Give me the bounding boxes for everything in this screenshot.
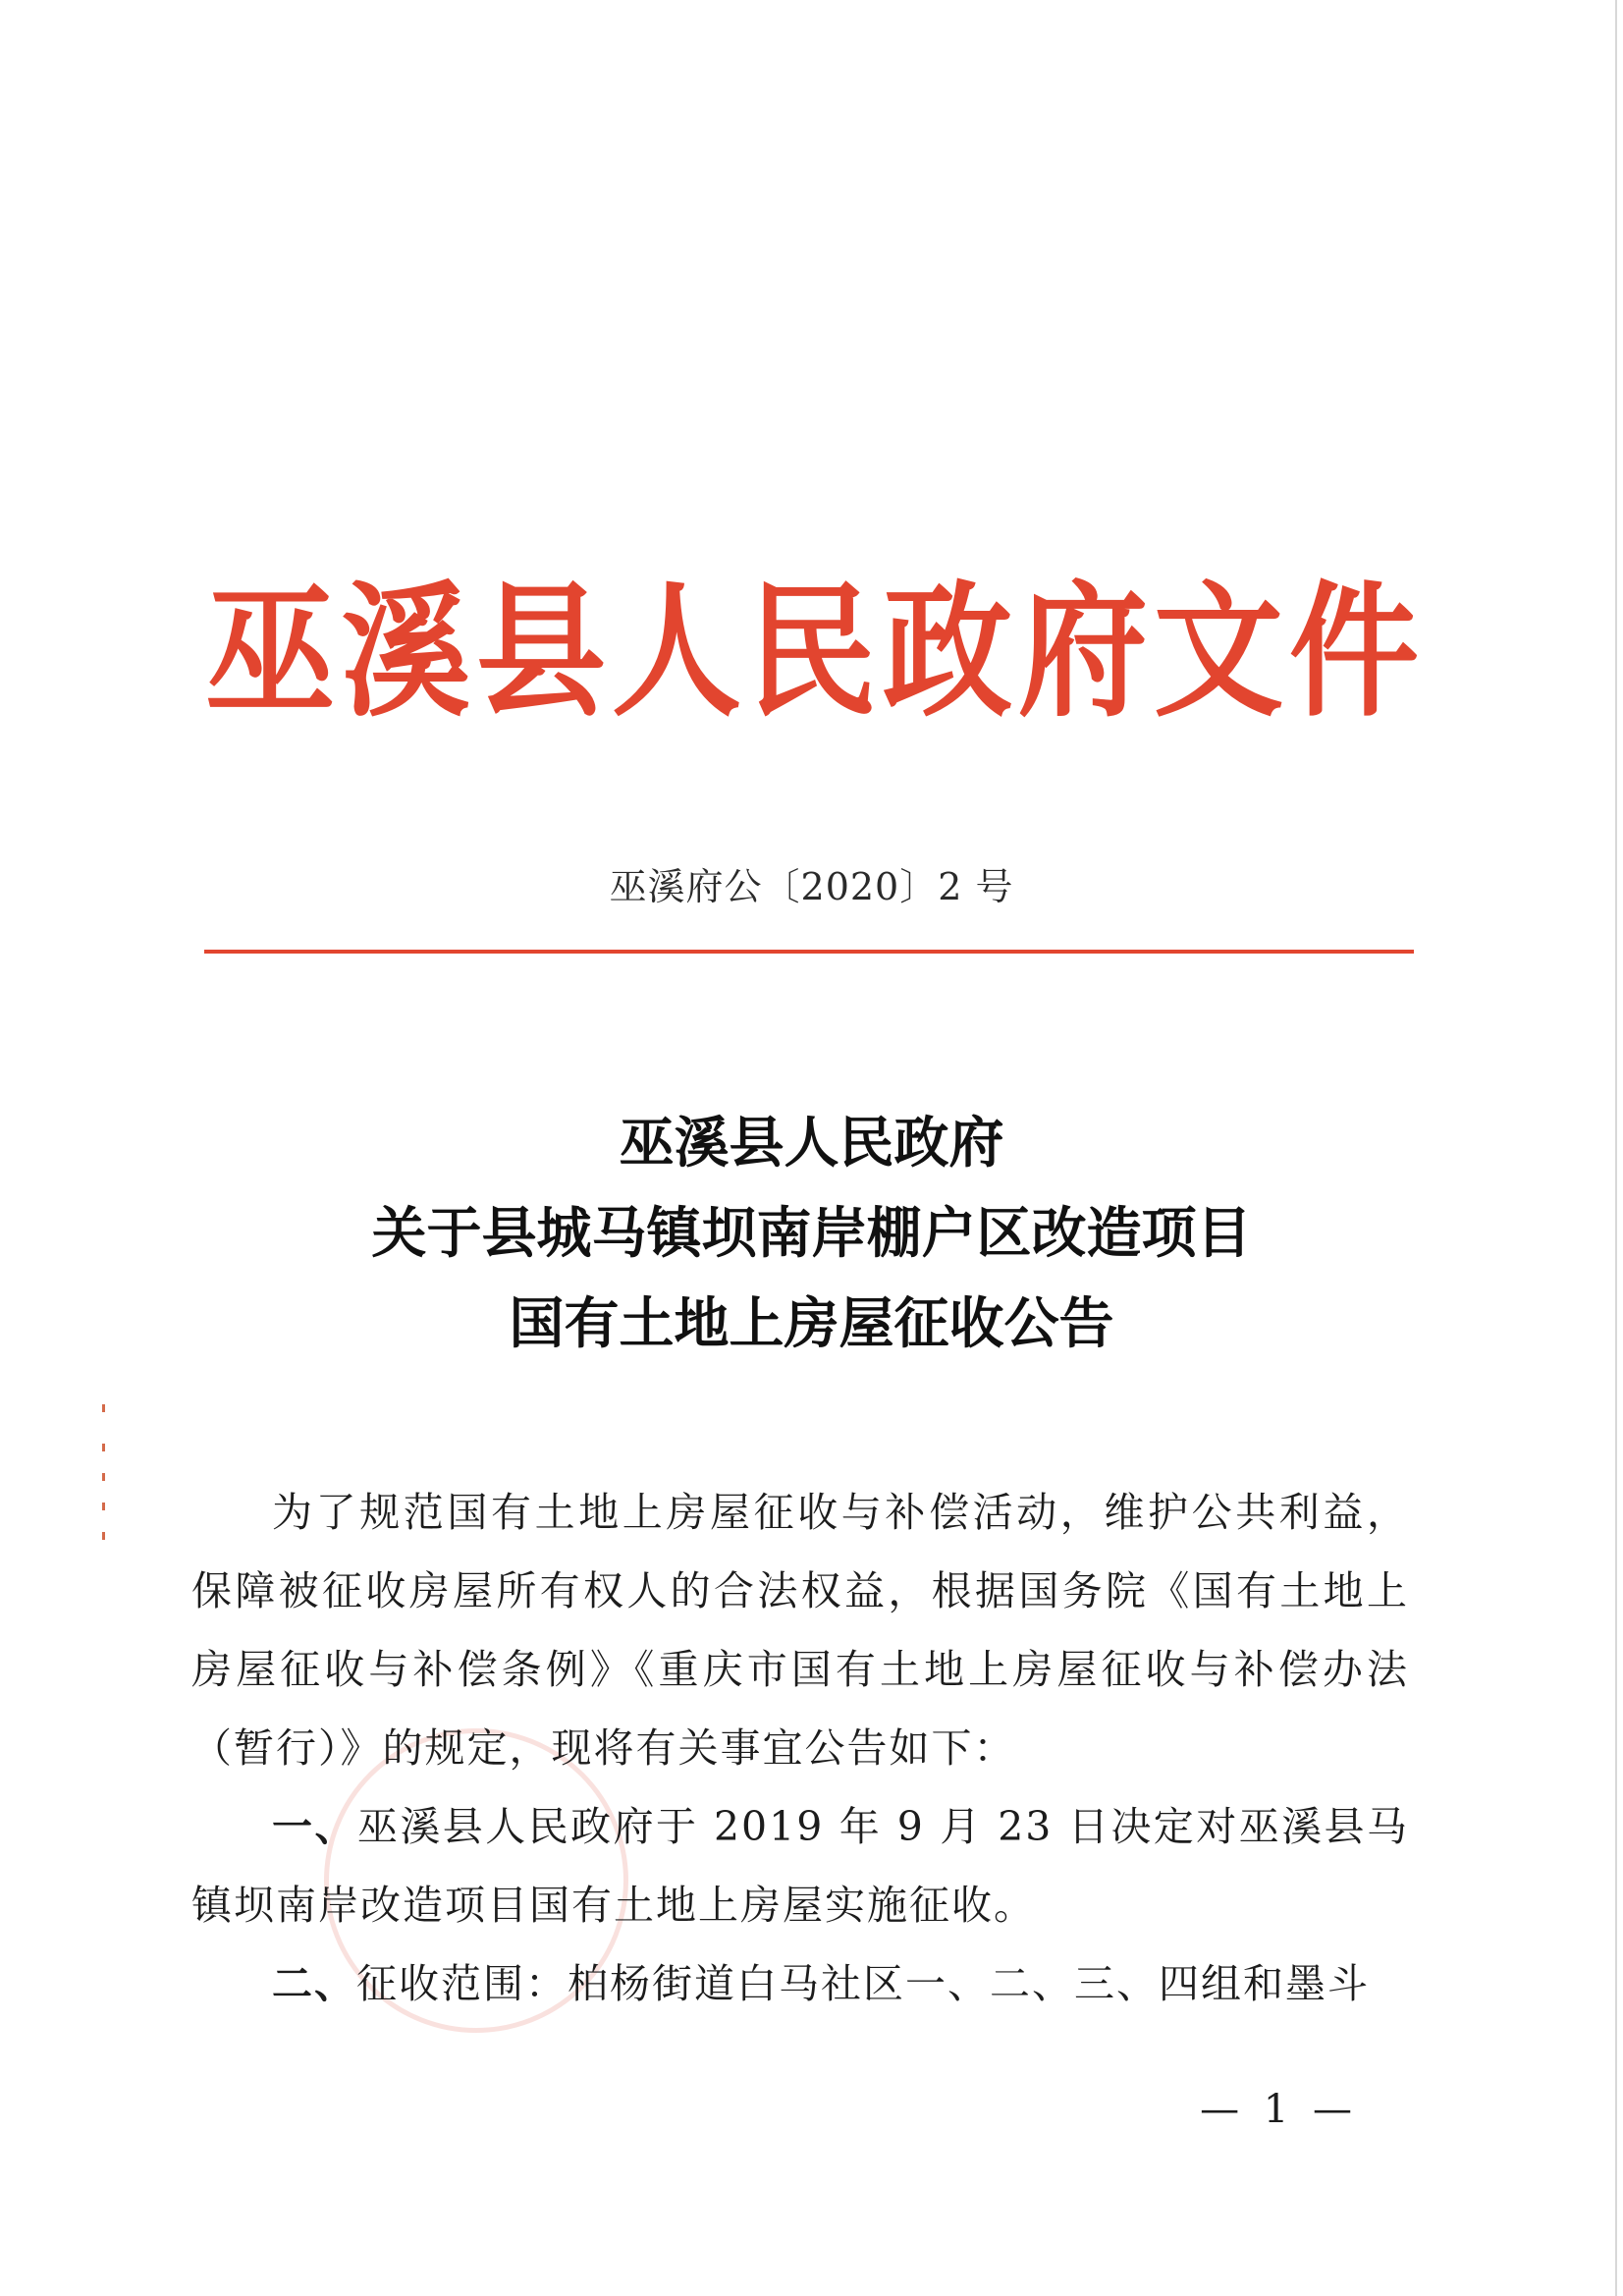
item-1-number: 一、 [272,1803,357,1850]
item-2-number: 二、 [272,1960,356,2007]
masthead-title: 巫溪县人民政府文件 [205,567,1425,738]
red-separator-line [204,950,1414,954]
intro-paragraph: 为了规范国有土地上房屋征收与补偿活动，维护公共利益，保障被征收房屋所有权人的合法权益，根据国务院《国有土地上房屋征收与补偿条例》《重庆市国有土地上房屋征收与补偿办法（暂行）》的规定，现将有关事宜公告如下： [191,1489,1409,1772]
notice-body [191,1473,1409,2023]
notice-title [0,1098,1623,1369]
title-line-3: 国有土地上房屋征收公告 [509,1291,1114,1356]
title-line-2: 关于县城马镇坝南岸棚户区改造项目 [371,1201,1252,1266]
item-2-text: 征收范围：柏杨街道白马社区一、二、三、四组和墨斗 [356,1960,1370,2007]
margin-marks [98,1404,112,1561]
item-1-text: 巫溪县人民政府于 2019 年 9 月 23 日决定对巫溪县马镇坝南岸改造项目国有土地上房屋实施征收。 [191,1803,1410,1929]
item-2-paragraph [191,1944,1409,2023]
item-1-paragraph [191,1787,1409,1944]
title-line-1: 巫溪县人民政府 [619,1111,1004,1175]
page-number: — 1 — [1200,2087,1358,2132]
document-number: 巫溪府公〔2020〕2 号 [609,865,1014,908]
